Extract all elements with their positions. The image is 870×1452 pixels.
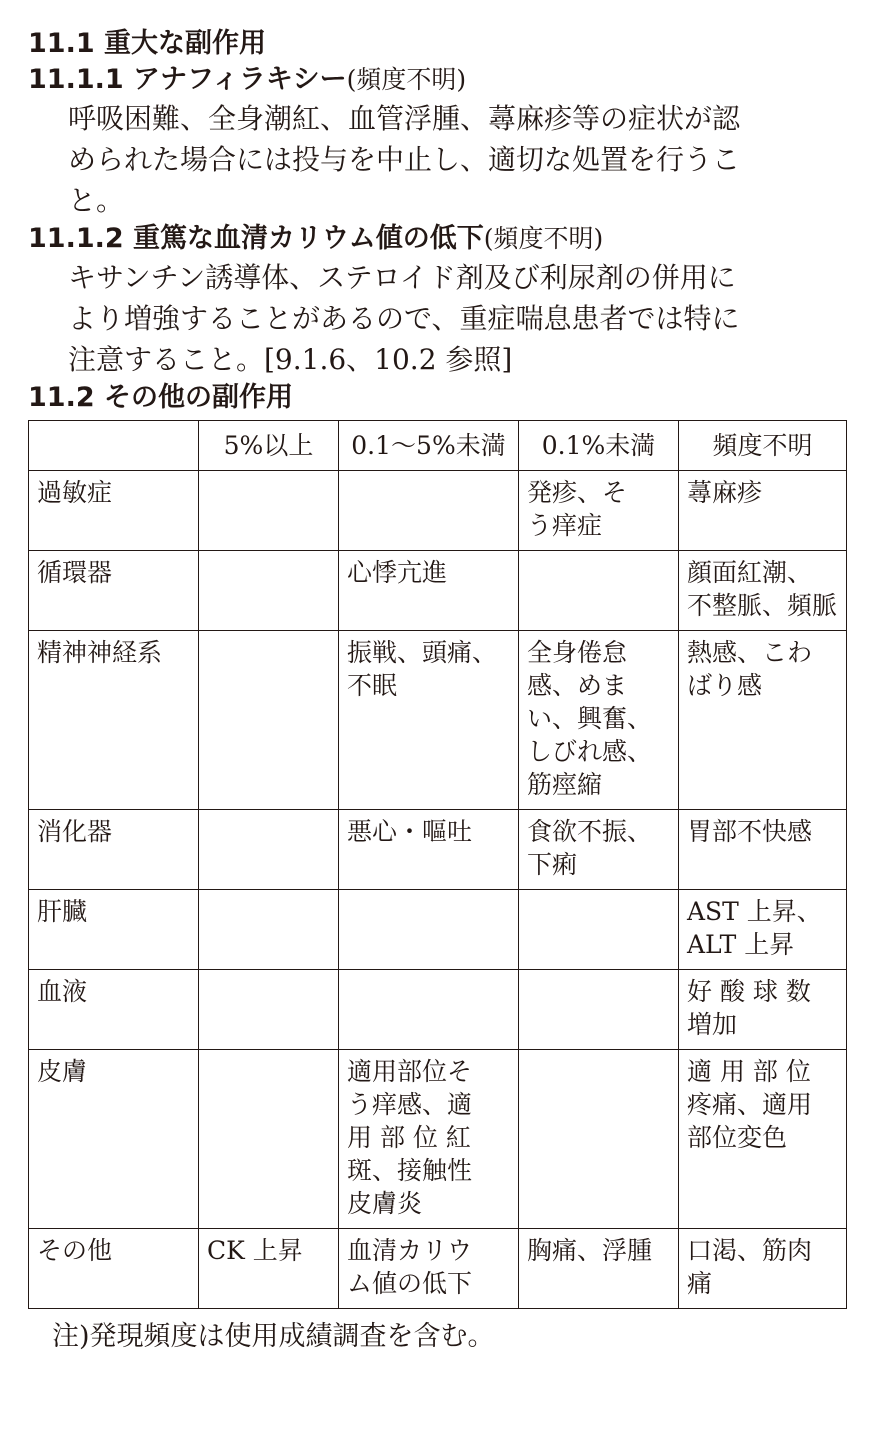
section-11-1-2-heading [28,221,848,257]
value-cell [339,1050,519,1229]
other-adverse-reactions-table [28,420,847,1309]
value-cell [199,631,339,810]
table-row [29,551,847,631]
category-cell: 肝臓 [29,890,199,970]
table-row [29,810,847,890]
section-11-1-1-title: 11.1.1 アナフィラキシー [28,64,347,95]
category-cell: 循環器 [29,551,199,631]
value-cell [339,551,519,631]
category-cell: 皮膚 [29,1050,199,1229]
value-cell [519,471,679,551]
cell-text-line: ばり感 [687,671,763,700]
cell-text-line: 胃部不快感 [687,817,813,846]
section-11-2-heading: 11.2 その他の副作用 [28,382,294,413]
cell-text-line: ム値の低下 [347,1269,473,1298]
cell-text-line: 血清カリウ [347,1236,473,1265]
value-cell [519,970,679,1050]
category-cell: その他 [29,1229,199,1309]
header-cell-5pct-or-more: 5%以上 [199,421,339,471]
header-cell-category [29,421,199,471]
cell-text-line: 好 酸 球 数 [687,977,811,1006]
value-cell [679,890,847,970]
cell-text-line: 顔面紅潮、 [687,558,813,587]
value-cell [679,970,847,1050]
value-cell [339,970,519,1050]
value-cell [519,551,679,631]
value-cell [519,631,679,810]
cell-text-line: 痛 [687,1269,713,1298]
header-cell-0-1-to-5pct: 0.1〜5%未満 [339,421,519,471]
cell-text-line: 適 用 部 位 [687,1057,811,1086]
cell-text-line: しびれ感、 [527,737,653,766]
cell-text-line: 増加 [687,1010,738,1039]
value-cell [679,471,847,551]
value-cell [199,810,339,890]
package-insert-section [28,26,848,1357]
section-11-1-heading: 11.1 重大な副作用 [28,28,267,59]
value-cell [339,471,519,551]
table-row [29,890,847,970]
value-cell [679,1050,847,1229]
value-cell [199,551,339,631]
cell-text-line: 発疹、そ [527,478,628,507]
cell-text-line: う痒感、適 [347,1090,473,1119]
table-row [29,1229,847,1309]
value-cell [519,810,679,890]
cell-text-line: CK 上昇 [207,1236,303,1265]
category-cell: 血液 [29,970,199,1050]
cell-text-line: 口渇、筋肉 [687,1236,813,1265]
value-cell [519,1229,679,1309]
cell-text-line: ALT 上昇 [687,930,795,959]
value-cell [199,1229,339,1309]
header-cell-frequency-unknown: 頻度不明 [679,421,847,471]
category-cell: 精神神経系 [29,631,199,810]
hypokalemia-description [28,257,848,380]
value-cell [199,1050,339,1229]
table-row [29,471,847,551]
cell-text-line: AST 上昇、 [687,897,822,926]
section-11-1-1-frequency: (頻度不明) [346,65,467,94]
value-cell [519,890,679,970]
value-cell [339,810,519,890]
cell-text-line: 感、めま [527,671,628,700]
text-line: 呼吸困難、全身潮紅、血管浮腫、蕁麻疹等の症状が認 [68,102,741,135]
cell-text-line: 適用部位そ [347,1057,473,1086]
value-cell [679,810,847,890]
table-row [29,1050,847,1229]
header-cell-under-0-1pct: 0.1%未満 [519,421,679,471]
cell-text-line: 部位変色 [687,1123,788,1152]
cell-text-line: い、興奮、 [527,704,653,733]
value-cell [199,970,339,1050]
cell-text-line: う痒症 [527,511,603,540]
value-cell [199,471,339,551]
value-cell [339,890,519,970]
cell-text-line: 悪心・嘔吐 [347,817,473,846]
cell-text-line: 皮膚炎 [347,1189,423,1218]
cell-text-line: 用 部 位 紅 [347,1123,471,1152]
cell-text-line: 熱感、こわ [687,638,813,667]
text-line: められた場合には投与を中止し、適切な処置を行うこ [68,143,741,176]
cell-text-line: 筋痙縮 [527,770,603,799]
cell-text-line: 胸痛、浮腫 [527,1236,653,1265]
text-line: 注意すること。[9.1.6、10.2 参照] [68,343,513,376]
anaphylaxis-description [28,98,848,221]
table-row [29,631,847,810]
value-cell [339,631,519,810]
category-cell: 消化器 [29,810,199,890]
value-cell [339,1229,519,1309]
table-header-row [29,421,847,471]
cell-text-line: 食欲不振、 [527,817,653,846]
section-11-1-2-frequency: (頻度不明) [483,224,604,253]
value-cell [199,890,339,970]
text-line: と。 [68,184,125,217]
text-line: キサンチン誘導体、ステロイド剤及び利尿剤の併用に [68,261,736,294]
cell-text-line: 不整脈、頻脈 [687,591,838,620]
cell-text-line: 斑、接触性 [347,1156,473,1185]
value-cell [519,1050,679,1229]
value-cell [679,1229,847,1309]
footnote: 注)発現頻度は使用成績調査を含む。 [52,1321,495,1352]
cell-text-line: 不眠 [347,671,398,700]
category-cell: 過敏症 [29,471,199,551]
text-line: より増強することがあるので、重症喘息患者では特に [68,302,740,335]
value-cell [679,551,847,631]
value-cell [679,631,847,810]
section-11-1-2-title: 11.1.2 重篤な血清カリウム値の低下 [28,223,484,254]
section-11-1-1-heading [28,62,848,98]
cell-text-line: 心悸亢進 [347,558,448,587]
cell-text-line: 疼痛、適用 [687,1090,813,1119]
table-row [29,970,847,1050]
cell-text-line: 全身倦怠 [527,638,628,667]
cell-text-line: 下痢 [527,850,578,879]
cell-text-line: 振戦、頭痛、 [347,638,498,667]
cell-text-line: 蕁麻疹 [687,478,763,507]
